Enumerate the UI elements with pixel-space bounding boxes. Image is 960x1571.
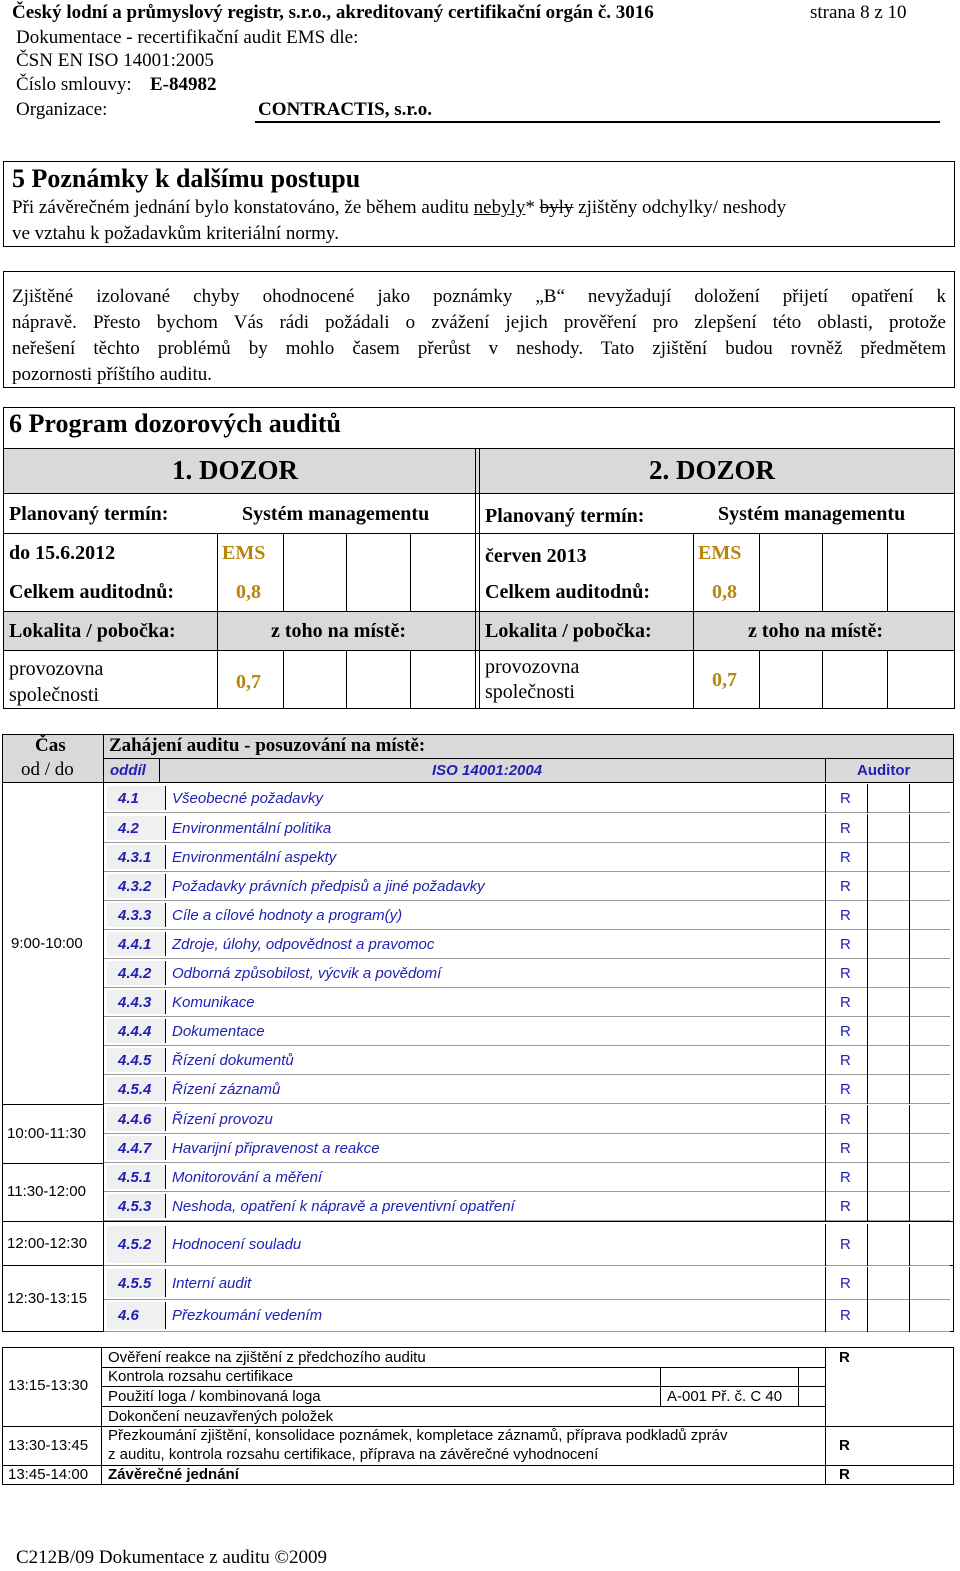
dozor2-onsite-label: z toho na místě: xyxy=(748,620,883,642)
auditor-code: R xyxy=(840,1275,851,1292)
section-number: 4.5.3 xyxy=(118,1198,152,1215)
table-row xyxy=(104,1192,954,1221)
closing-item-previous-findings: Ověření reakce na zjištění z předchozího auditu xyxy=(108,1349,426,1366)
section-title: Řízení provozu xyxy=(172,1111,273,1128)
table-row xyxy=(104,901,954,930)
dozor2-location-line2: společnosti xyxy=(485,681,575,703)
table-row xyxy=(104,1075,954,1104)
section-number: 4.5.4 xyxy=(118,1081,152,1098)
section5-title: 5 Poznámky k dalšímu postupu xyxy=(12,164,361,193)
section-title: Zdroje, úlohy, odpovědnost a pravomoc xyxy=(172,936,435,953)
table-row xyxy=(104,930,954,959)
section-number: 4.4.3 xyxy=(118,994,152,1011)
notes-line3: neřešení těchto problémů by mohlo časem přerůst v neshody. Tato zjištění budou rovněž předmětem xyxy=(12,338,946,359)
table-row xyxy=(104,1105,954,1134)
section-number: 4.2 xyxy=(118,820,139,837)
section-title: Řízení záznamů xyxy=(172,1081,281,1098)
standard-line: ČSN EN ISO 14001:2005 xyxy=(16,50,214,71)
dozor2-location-label: Lokalita / pobočka: xyxy=(485,620,652,642)
section-title: Neshoda, opatření k nápravě a preventivní opatření xyxy=(172,1198,515,1215)
section-title: Environmentální aspekty xyxy=(172,849,337,866)
auditor-code: R xyxy=(840,1052,851,1069)
auditor-code: R xyxy=(840,1198,851,1215)
auditor-code: R xyxy=(840,1081,851,1098)
dozor2-onsite: 0,7 xyxy=(712,669,737,691)
table-row xyxy=(104,1017,954,1046)
section-number: 4.4.6 xyxy=(118,1111,152,1128)
auditor-code: R xyxy=(840,1023,851,1040)
section-title: Environmentální politika xyxy=(172,820,332,837)
dozor2-date: červen 2013 xyxy=(485,545,587,567)
section-number: 4.5.5 xyxy=(118,1275,152,1292)
dozor1-location-line2: společnosti xyxy=(9,684,99,706)
dozor1-system-label: Systém managementu xyxy=(242,503,430,525)
table-row xyxy=(104,1046,954,1075)
section-title: Řízení dokumentů xyxy=(172,1052,294,1069)
auditor-code: R xyxy=(840,1169,851,1186)
section-number: 4.3.3 xyxy=(118,907,152,924)
section-number: 4.3.2 xyxy=(118,878,152,895)
auditor-code: R xyxy=(840,878,851,895)
section-title: Odborná způsobilost, výcvik a povědomí xyxy=(172,965,442,982)
closing-auditor-1: R xyxy=(839,1349,850,1366)
section-title: Přezkoumání vedením xyxy=(172,1307,323,1324)
section-title: Hodnocení souladu xyxy=(172,1236,302,1253)
table-row xyxy=(104,988,954,1017)
section-number: 4.4.5 xyxy=(118,1052,152,1069)
section-number: 4.1 xyxy=(118,790,139,807)
dozor2-location-line1: provozovna xyxy=(485,656,580,678)
dozor1-onsite-label: z toho na místě: xyxy=(271,620,406,642)
closing-item-scope: Kontrola rozsahu certifikace xyxy=(108,1368,294,1385)
auditor-code: R xyxy=(840,994,851,1011)
dozor2-system: EMS xyxy=(698,542,742,564)
section-title: Komunikace xyxy=(172,994,255,1011)
auditor-code: R xyxy=(840,1140,851,1157)
time-subheader: od / do xyxy=(21,759,74,780)
certification-body-line: Český lodní a průmyslový registr, s.r.o., akreditovaný certifikační orgán č. 3016 xyxy=(12,2,654,23)
closing-auditor-3: R xyxy=(839,1466,850,1483)
dozor1-onsite: 0,7 xyxy=(236,671,261,693)
auditor-code: R xyxy=(840,965,851,982)
time-slot-1: 9:00-10:00 xyxy=(11,935,83,952)
table-row xyxy=(104,959,954,988)
auditor-code: R xyxy=(840,936,851,953)
closing-auditor-2: R xyxy=(839,1437,850,1454)
dozor1-planned-label: Planovaný termín: xyxy=(9,503,169,525)
table-row xyxy=(104,1163,954,1192)
time-slot-5: 12:30-13:15 xyxy=(7,1290,88,1307)
auditor-code: R xyxy=(840,820,851,837)
table-row xyxy=(104,843,954,872)
closing-item-logo: Použití loga / kombinovaná loga xyxy=(108,1388,321,1405)
column-standard: ISO 14001:2004 xyxy=(432,762,543,779)
notes-line2: nápravě. Přesto bychom Vás rádi požádali o zvážení jejich prověření pro zlepšení této oblasti, protože xyxy=(12,312,946,333)
dozor1-total: 0,8 xyxy=(236,581,261,603)
documentation-line: Dokumentace - recertifikační audit EMS dle: xyxy=(16,27,359,48)
auditor-code: R xyxy=(840,1236,851,1253)
contract-label: Číslo smlouvy: xyxy=(16,74,132,95)
table-row xyxy=(104,1224,954,1266)
auditor-code: R xyxy=(840,849,851,866)
closing-time-3: 13:45-14:00 xyxy=(8,1466,89,1483)
section-title: Interní audit xyxy=(172,1275,252,1292)
dozor2-total-label: Celkem auditodnů: xyxy=(485,581,651,603)
auditor-code: R xyxy=(840,790,851,807)
page-number: strana 8 z 10 xyxy=(810,2,907,23)
column-auditor: Auditor xyxy=(857,762,911,779)
header-underline xyxy=(255,121,940,123)
time-slot-4: 12:00-12:30 xyxy=(7,1235,88,1252)
organization-label: Organizace: xyxy=(16,99,108,120)
closing-item-logo-ref: A-001 Př. č. C 40 xyxy=(667,1388,783,1405)
section-title: Dokumentace xyxy=(172,1023,265,1040)
organization-name: CONTRACTIS, s.r.o. xyxy=(258,99,433,120)
section-number: 4.4.2 xyxy=(118,965,152,982)
section-number: 4.5.2 xyxy=(118,1236,152,1253)
closing-item-review-line1: Přezkoumání zjištění, konsolidace poznámek, kompletace záznamů, příprava podkladů zpráv xyxy=(108,1427,728,1444)
dozor2-total: 0,8 xyxy=(712,581,737,603)
section-number: 4.6 xyxy=(118,1307,139,1324)
section-title: Všeobecné požadavky xyxy=(172,790,323,807)
nebyly-option: nebyly xyxy=(473,197,526,218)
auditor-code: R xyxy=(840,1307,851,1324)
section-title: Cíle a cílové hodnoty a program(y) xyxy=(172,907,403,924)
table-row xyxy=(104,1267,954,1300)
section-number: 4.3.1 xyxy=(118,849,152,866)
table-row xyxy=(104,1300,954,1332)
byly-option: byly xyxy=(539,197,574,218)
dozor2-planned-label: Planovaný termín: xyxy=(485,505,645,527)
notes-line4: pozornosti příštího auditu. xyxy=(12,364,213,385)
closing-item-open-items: Dokončení neuzavřených položek xyxy=(108,1408,334,1425)
dozor2-heading: 2. DOZOR xyxy=(649,455,776,485)
section5-paragraph1-line2: ve vztahu k požadavkům kriteriální normy. xyxy=(12,223,339,244)
section-number: 4.4.1 xyxy=(118,936,152,953)
table-row xyxy=(104,814,954,843)
section-number: 4.4.7 xyxy=(118,1140,152,1157)
section-number: 4.5.1 xyxy=(118,1169,152,1186)
column-section: oddíl xyxy=(110,762,146,779)
dozor1-location-line1: provozovna xyxy=(9,658,104,680)
time-slot-2: 10:00-11:30 xyxy=(7,1125,86,1142)
dozor1-location-label: Lokalita / pobočka: xyxy=(9,620,176,642)
time-slot-3: 11:30-12:00 xyxy=(7,1183,86,1200)
audit-start-header: Zahájení auditu - posuzování na místě: xyxy=(109,735,426,756)
section-title: Monitorování a měření xyxy=(172,1169,323,1186)
section-title: Požadavky právních předpisů a jiné požadavky xyxy=(172,878,485,895)
closing-time-2: 13:30-13:45 xyxy=(8,1437,89,1454)
auditor-code: R xyxy=(840,1111,851,1128)
auditor-code: R xyxy=(840,907,851,924)
section-number: 4.4.4 xyxy=(118,1023,152,1040)
closing-time-1: 13:15-13:30 xyxy=(8,1377,89,1394)
section-title: Havarijní připravenost a reakce xyxy=(172,1140,380,1157)
notes-line1: Zjištěné izolované chyby ohodnocené jako poznámky „B“ nevyžadují doložení přijetí opatření k xyxy=(12,286,946,307)
dozor2-system-label: Systém managementu xyxy=(718,503,906,525)
dozor1-date: do 15.6.2012 xyxy=(9,542,116,564)
closing-item-final-meeting: Závěrečné jednání xyxy=(108,1466,239,1483)
dozor1-system: EMS xyxy=(222,542,266,564)
closing-item-review-line2: z auditu, kontrola rozsahu certifikace, příprava na závěrečné vyhodnocení xyxy=(108,1446,599,1463)
table-row xyxy=(104,872,954,901)
footer-text: C212B/09 Dokumentace z auditu ©2009 xyxy=(16,1547,327,1568)
dozor1-total-label: Celkem auditodnů: xyxy=(9,581,175,603)
table-row xyxy=(104,784,954,813)
time-header: Čas xyxy=(35,735,66,756)
section5-paragraph1: Při závěrečném jednání bylo konstatováno, že během auditu nebyly* byly zjištěny odchylky/ neshody xyxy=(12,197,787,218)
section6-title: 6 Program dozorových auditů xyxy=(9,409,341,438)
table-row xyxy=(104,1134,954,1163)
contract-number: E-84982 xyxy=(150,74,217,95)
dozor1-heading: 1. DOZOR xyxy=(172,455,299,485)
